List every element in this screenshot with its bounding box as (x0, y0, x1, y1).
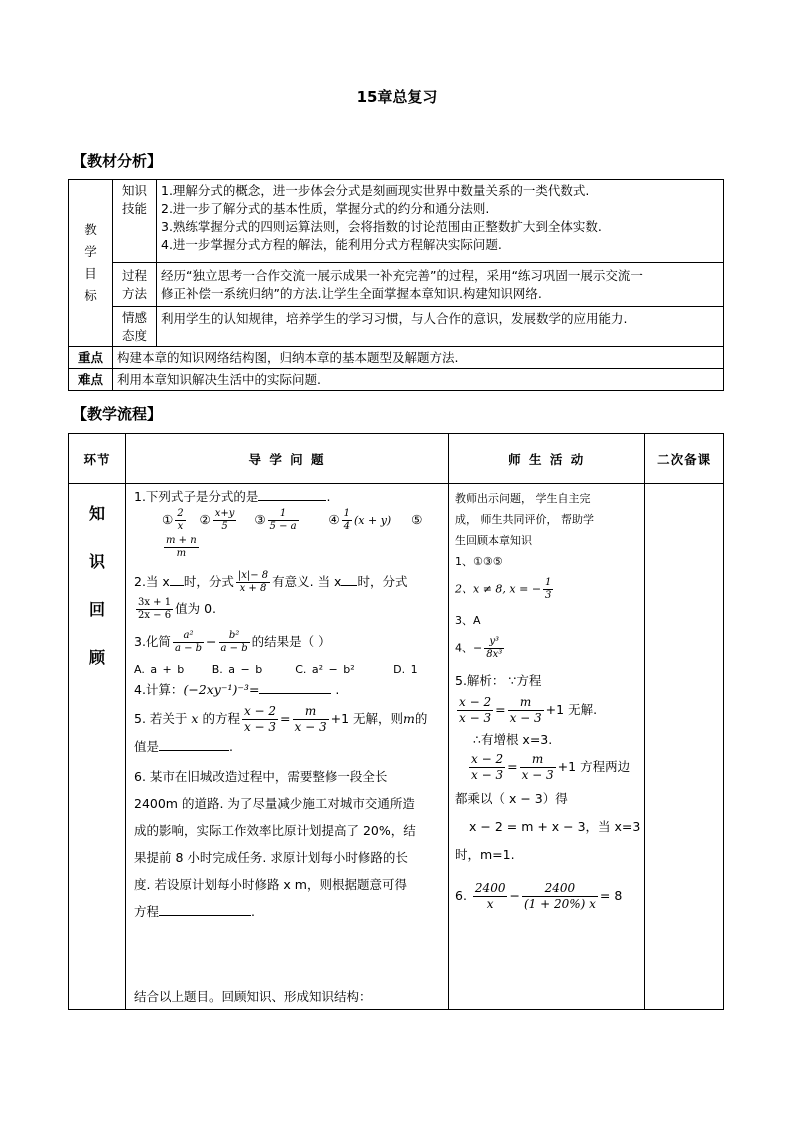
emotion-label (113, 307, 157, 347)
intro-line: 成， 师生共同评价， 帮助学 (455, 513, 594, 526)
q4-text: 4.计算： (134, 682, 184, 697)
knowledge-line: 3.熟练掌握分式的四则运算法则，会将指数的讨论范围由正整数扩大到全体实数. (161, 219, 602, 234)
difficulty-content (113, 369, 724, 391)
q5-text: +1 无解，则 (330, 711, 404, 726)
question-5: 5. 若关于 x 的方程 $\frac{x - 2}{x - 3}$ = $\frac{m}{x - 3}$ +1 无解，则m的 (134, 704, 428, 734)
question-3: 3.化简 $\frac{\text{a²}}{a - b}$ − $\frac{\text{b²}}{a - b}$ 的结果是（ ） (134, 630, 331, 654)
answer-5-m: 时，m=1. (455, 847, 515, 862)
difficulty-text: 利用本章知识解决生活中的实际问题. (117, 371, 321, 387)
knowledge-content (157, 180, 724, 263)
answer-5-eq2: $\frac{x - 2}{x - 3}$ = $\frac{m}{x - 3}$ +1 方程两边 (471, 752, 631, 782)
stage-char: 顾 (88, 648, 105, 667)
q3-option: D. 1 (393, 663, 418, 676)
answer-blank (170, 585, 184, 586)
question-1: 1.下列式子是分式的是 . (134, 489, 331, 504)
answer-6-label: 6. (455, 888, 467, 903)
answer-5-multiply: 都乘以（ x − 3）得 (455, 791, 568, 806)
stage-char: 知 (88, 504, 105, 523)
q5-text: 5. 若关于 (134, 711, 188, 726)
option-marker: ⑤ (411, 512, 423, 527)
q2-text: 2.当 x (134, 574, 170, 589)
intro-line: 教师出示问题， 学生自主完 (455, 492, 591, 505)
option-marker: ④ (328, 512, 340, 527)
header-activities: 师 生 活 动 (449, 434, 645, 484)
analysis-table (68, 179, 724, 391)
q6-line: 2400m 的道路. 为了尽量减少施工对城市交通所造 (134, 796, 415, 811)
q5-text: 的 (414, 711, 428, 726)
label-line: 方法 (121, 285, 147, 301)
q2-text: 值为 0. (175, 601, 217, 616)
section-heading-flow: 【教学流程】 (72, 405, 163, 423)
knowledge-line: 1.理解分式的概念，进一步体会分式是刻画现实世界中数量关系的一类代数式. (161, 183, 590, 198)
answer-4: 4、− $\frac{\text{y³}}{\text{8x³}}$ (455, 636, 503, 660)
stage-char: 识 (88, 552, 105, 571)
label-char: 学 (84, 244, 97, 259)
answer-3: 3、A (455, 614, 481, 627)
answer-blank (258, 500, 326, 501)
question-3-options (134, 663, 442, 676)
q2-text: 时，分式 (357, 574, 408, 589)
q5-text: 的方程 (202, 711, 240, 726)
page-title: 15章总复习 (356, 88, 438, 106)
label-char: 教 (84, 222, 97, 237)
key-content (113, 347, 724, 369)
q2-text: 有意义. 当 x (272, 574, 342, 589)
question-2: 2.当 x 时，分式 $\frac{|x|- 8}{x + 8}$ 有意义. 当 x 时，分式 (134, 570, 408, 594)
question-1-option-5: $\frac{m + n}{m}$ (166, 535, 197, 559)
emotion-text: 利用学生的认知规律，培养学生的学习习惯，与人合作的意识，发展数学的应用能力. (161, 311, 628, 326)
intro-line: 生回顾本章知识 (455, 534, 532, 547)
answer-5: 5.解析： ∵方程 (455, 673, 542, 688)
label-line: 知识 (121, 183, 147, 198)
flow-table (68, 433, 724, 1010)
answer-5-eq: $\frac{x - 2}{x - 3}$ = $\frac{m}{x - 3}$ +1 无解. (459, 695, 598, 725)
q3-text: 的结果是（ ） (251, 634, 331, 649)
answer-blank (259, 693, 331, 694)
process-content (157, 263, 724, 307)
answer-6-rhs: = 8 (599, 888, 623, 903)
answer-6: 6. $\frac{2400}{x}$ − $\frac{2400}{(1 + 20\%) x}$ = 8 (455, 881, 623, 911)
q6-line: 6. 某市在旧城改造过程中，需要整修一段全长 (134, 769, 388, 784)
answer-5-text: +1 无解. (545, 702, 598, 717)
question-2-cont: $\frac{3x + 1}{2x - 6}$ 值为 0. (138, 597, 217, 621)
difficulty-label: 难点 (69, 369, 113, 391)
question-1-options: ① $\frac{2}{x}$ ② $\frac{x+y}{5}$ ③ $\frac{1}{5 - a}$ ④ $\frac{1}{4}$ (x + y) ⑤ (162, 508, 423, 532)
activities-cell (449, 484, 645, 1010)
knowledge-label (113, 180, 157, 263)
label-line: 情感 (121, 309, 147, 325)
process-label (113, 263, 157, 307)
question-5-cont: 值是 . (134, 739, 233, 754)
label-char: 标 (84, 288, 97, 303)
stage-cell (69, 484, 126, 1010)
key-label: 重点 (69, 347, 113, 369)
header-questions: 导 学 问 题 (126, 434, 449, 484)
q3-option: A. a + b (134, 663, 185, 676)
answer-blank (159, 750, 229, 751)
answer-2: 2、x ≠ 8, x = − $\frac{1}{3}$ (455, 577, 552, 601)
q6-line: 方程 (134, 904, 160, 919)
question-1-text: 1.下列式子是分式的是 (134, 489, 259, 504)
option-marker: ② (199, 512, 211, 527)
q3-text: 3.化简 (134, 634, 171, 649)
answer-blank (341, 585, 357, 586)
summary-text: 结合以上题目。回顾知识、形成知识结构： (134, 989, 372, 1004)
process-line: 修正补偿一系统归纳”的方法.让学生全面掌握本章知识.构建知识网络. (161, 285, 542, 301)
option-marker: ③ (254, 512, 266, 527)
question-6: 6. 某市在旧城改造过程中，需要整修一段全长 2400m 的道路. 为了尽量减少施工对城市交通所造 成的影响，实际工作效率比原计划提高了 20%，结 果提前 8 小时完成任务. 求原计划每小时修路的长 度. 若设原计划每小时修路 x m，则根据题意可得 方程 . (134, 763, 442, 925)
answer-blank (159, 915, 251, 916)
process-line: 经历“独立思考一合作交流一展示成果一补充完善”的过程，采用“练习巩固一展示交流一 (161, 267, 643, 283)
q3-option: B. a − b (211, 663, 263, 676)
questions-cell (126, 484, 449, 1010)
q4-expression: (−2xy⁻¹)⁻³= (183, 682, 260, 697)
q2-text: 时，分式 (183, 574, 234, 589)
key-text: 构建本章的知识网络结构图，归纳本章的基本题型及解题方法. (117, 349, 459, 365)
answer-1: 1、①③⑤ (455, 555, 503, 568)
q6-line: 成的影响，实际工作效率比原计划提高了 20%，结 (134, 823, 416, 838)
answer-5-result: x − 2 = m + x − 3，当 x=3 (469, 819, 641, 834)
question-4: 4.计算：(−2xy⁻¹)⁻³= . (134, 682, 340, 697)
label-char: 目 (84, 266, 97, 281)
label-line: 过程 (121, 267, 147, 283)
header-stage: 环节 (69, 434, 126, 484)
stage-char: 回 (88, 600, 105, 619)
answer-5-text: +1 方程两边 (557, 759, 631, 774)
q3-option: C. a² − b² (295, 663, 355, 676)
emotion-content (157, 307, 724, 347)
q5-text: 值是 (134, 739, 160, 754)
second-prep-cell (645, 484, 724, 1010)
answer-2-text: 2、x ≠ 8, x = − (455, 582, 542, 596)
objectives-label (69, 180, 113, 347)
knowledge-line: 2.进一步了解分式的基本性质，掌握分式的约分和通分法则. (161, 201, 490, 216)
answer-5-root: ∴有增根 x=3. (473, 732, 553, 747)
label-line: 技能 (121, 201, 147, 216)
answer-4-text: 4、− (455, 641, 483, 655)
knowledge-line: 4.进一步掌握分式方程的解法，能利用分式方程解决实际问题. (161, 237, 502, 252)
activity-intro (455, 488, 640, 551)
option-marker: ① (162, 512, 174, 527)
section-heading-analysis: 【教材分析】 (72, 152, 163, 170)
q6-line: 果提前 8 小时完成任务. 求原计划每小时修路的长 (134, 850, 408, 865)
q6-line: 度. 若设原计划每小时修路 x m，则根据题意可得 (134, 877, 407, 892)
header-second-prep: 二次备课 (645, 434, 724, 484)
label-line: 态度 (121, 327, 147, 343)
